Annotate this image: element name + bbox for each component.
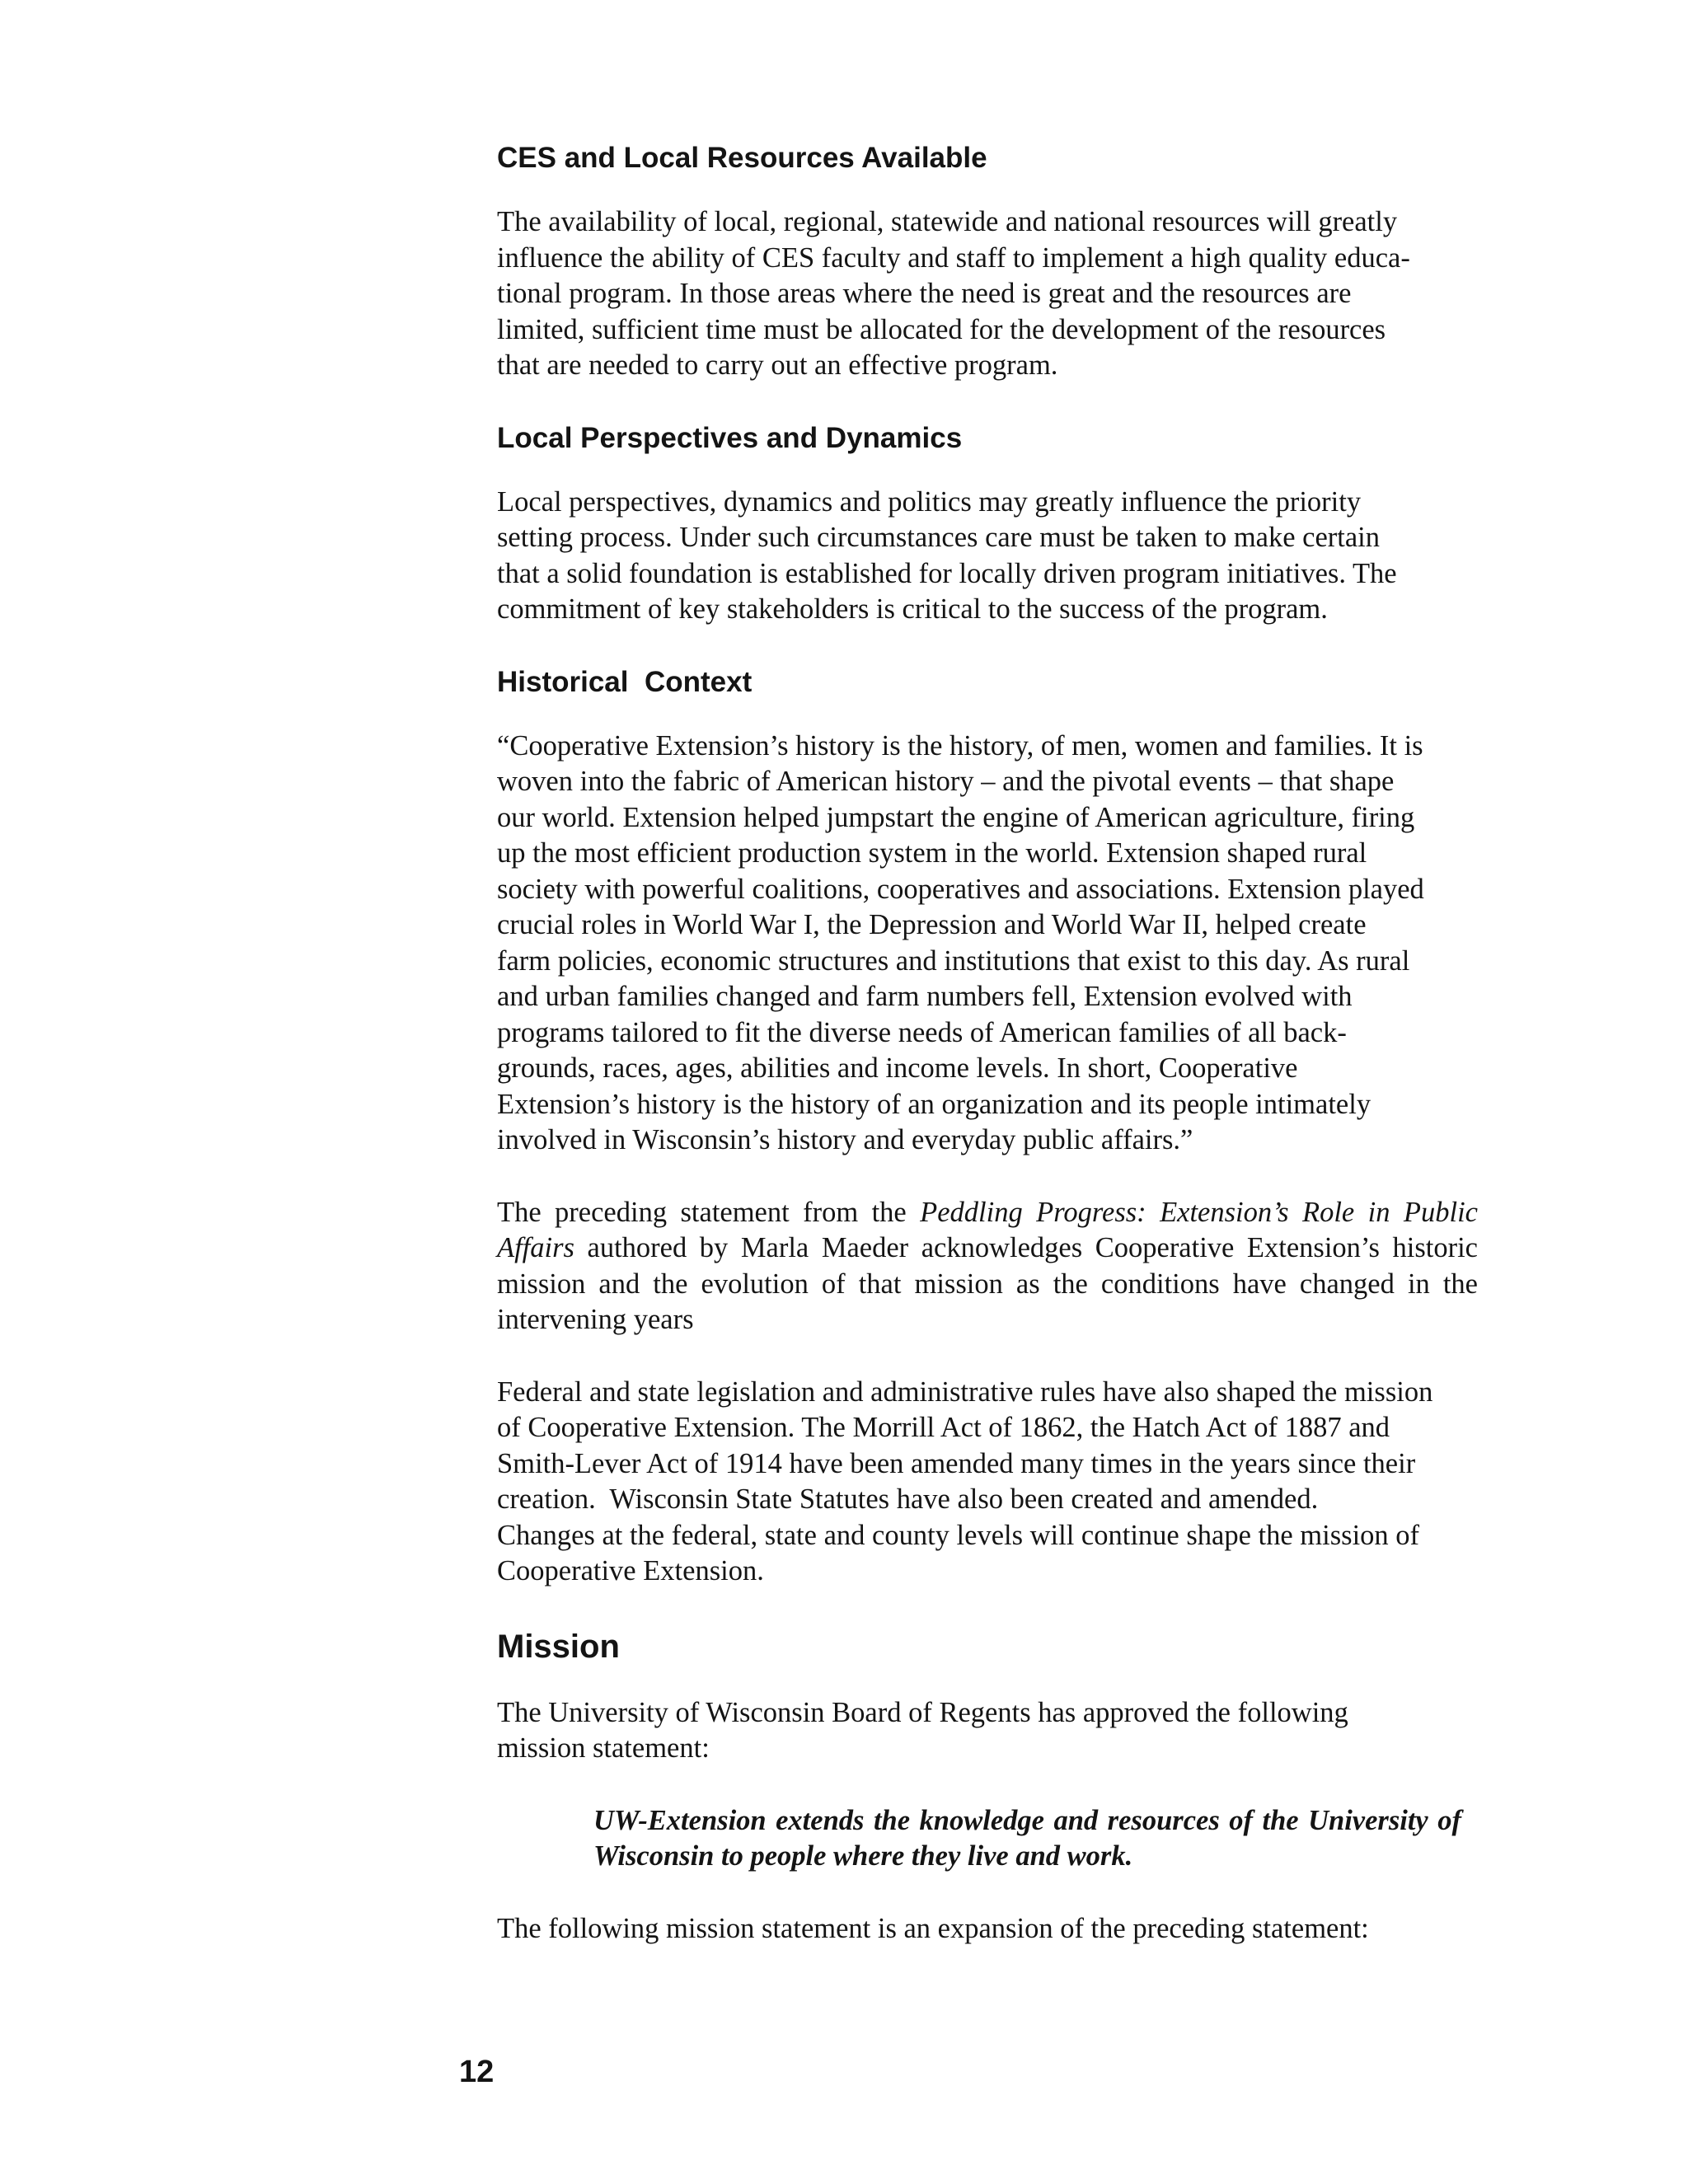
line: crucial roles in World War I, the Depression and World War II, helped create [497, 909, 1367, 940]
line: and urban families changed and farm numbers fell, Extension evolved with [497, 981, 1353, 1012]
line: society with powerful coalitions, cooperatives and associations. Extension played [497, 873, 1424, 905]
line: that are needed to carry out an effective program. [497, 349, 1058, 381]
line: Changes at the federal, state and county levels will continue shape the mission of [497, 1519, 1420, 1551]
source-intro: The preceding statement from the [497, 1196, 921, 1228]
page-number: 12 [459, 2055, 495, 2089]
line: Smith-Lever Act of 1914 have been amended many times in the years since their [497, 1447, 1416, 1479]
line: our world. Extension helped jumpstart the engine of American agriculture, firing [497, 801, 1415, 833]
heading-resources: CES and Local Resources Available [497, 142, 987, 174]
source-rest: authored by Marla Maeder acknowledges Cooperative Extension’s historic mission and the evolution of that mission as the conditions have changed in the intervening years [497, 1232, 1478, 1335]
line: involved in Wisconsin’s history and everyday public affairs.” [497, 1124, 1193, 1155]
paragraph-source [497, 1195, 1478, 1338]
heading-perspectives: Local Perspectives and Dynamics [497, 421, 963, 454]
line: Cooperative Extension. [497, 1555, 764, 1586]
paragraph-mission-intro [497, 1695, 1478, 1767]
paragraph-history-quote [497, 729, 1478, 1159]
heading-historical-context: Historical Context [497, 665, 753, 698]
line: tional program. In those areas where the need is great and the resources are [497, 278, 1352, 309]
page-content [497, 140, 1478, 1983]
line: Local perspectives, dynamics and politics may greatly influence the priority [497, 485, 1362, 518]
line: up the most efficient production system in the world. Extension shaped rural [497, 837, 1367, 869]
paragraph-resources [497, 204, 1478, 384]
line: Extension’s history is the history of an organization and its people intimately [497, 1088, 1372, 1120]
line: that a solid foundation is established for locally driven program initiatives. The [497, 557, 1397, 589]
line: limited, sufficient time must be allocated for the development of the resources [497, 313, 1386, 345]
line: influence the ability of CES faculty and staff to implement a high quality educa- [497, 241, 1410, 274]
paragraph-mission-closing: The following mission statement is an expansion of the preceding statement: [497, 1912, 1369, 1944]
line: Federal and state legislation and administrative rules have also shaped the mission [497, 1376, 1433, 1408]
line: of Cooperative Extension. The Morrill Act of 1862, the Hatch Act of 1887 and [497, 1412, 1390, 1443]
line: The availability of local, regional, statewide and national resources will greatly [497, 206, 1398, 237]
line: creation. Wisconsin State Statutes have also been created and amended. [497, 1483, 1319, 1515]
line: grounds, races, ages, abilities and income levels. In short, Cooperative [497, 1052, 1298, 1084]
line: mission statement: [497, 1732, 710, 1764]
line: farm policies, economic structures and institutions that exist to this day. As rural [497, 944, 1410, 977]
line: woven into the fabric of American history – and the pivotal events – that shape [497, 766, 1395, 797]
heading-mission: Mission [497, 1628, 620, 1665]
line: The University of Wisconsin Board of Regents has approved the following [497, 1696, 1348, 1728]
mission-statement: UW-Extension extends the knowledge and resources of the University of Wisconsin to people where they live and work. [593, 1804, 1461, 1872]
line: setting process. Under such circumstances care must be taken to make certain [497, 522, 1381, 553]
line: commitment of key stakeholders is critical to the success of the program. [497, 593, 1328, 625]
source-title: Peddling Progress: Extension’s Role in Public Affairs [497, 1196, 1478, 1263]
paragraph-perspectives [497, 485, 1478, 628]
line: “Cooperative Extension’s history is the history, of men, women and families. It is [497, 729, 1423, 762]
paragraph-legislation [497, 1375, 1478, 1590]
line: programs tailored to fit the diverse needs of American families of all back- [497, 1016, 1347, 1048]
